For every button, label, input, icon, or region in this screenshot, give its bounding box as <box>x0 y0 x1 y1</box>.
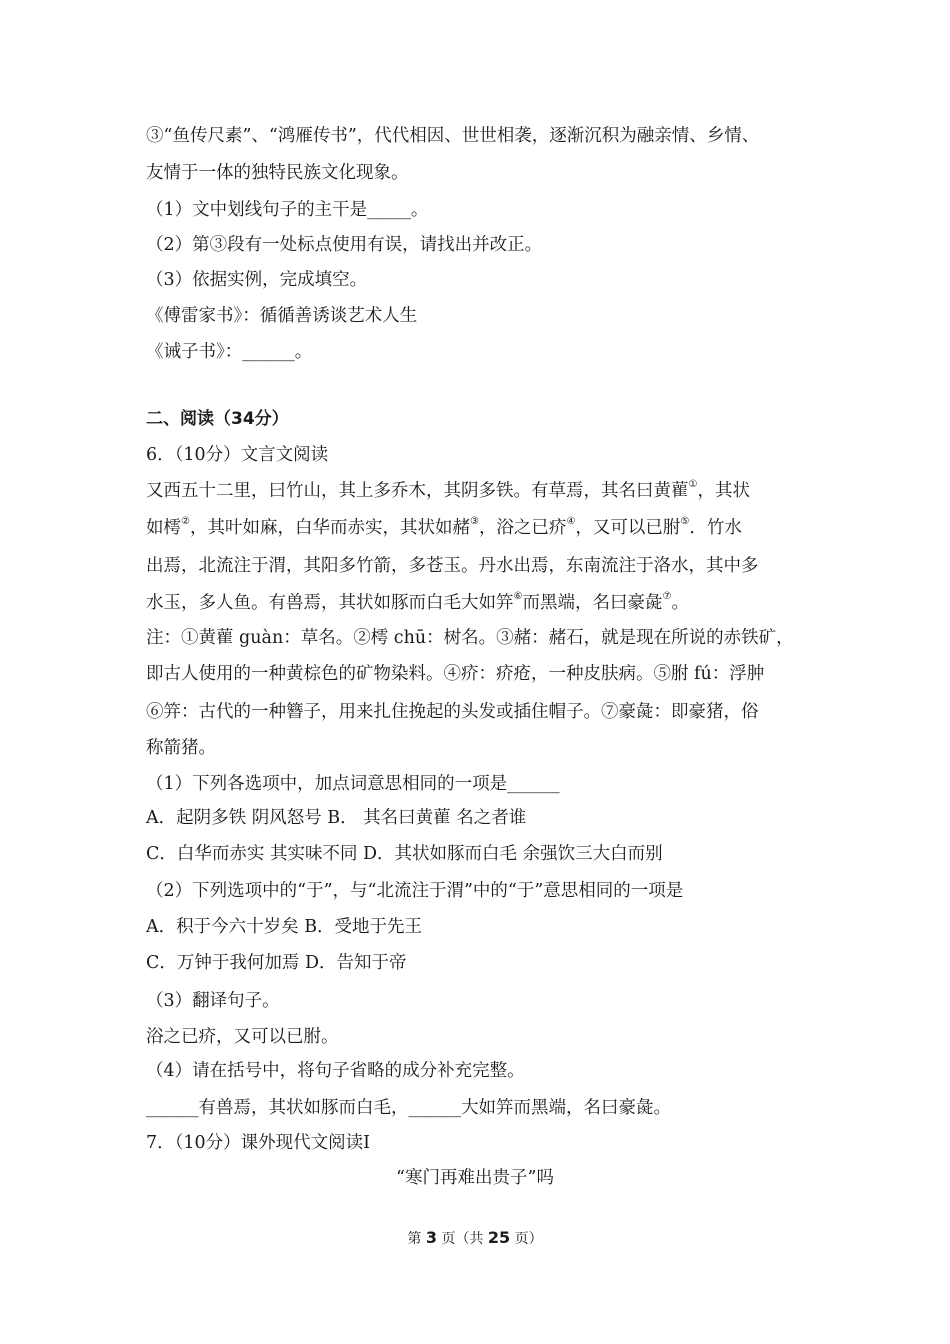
page-total: 25 <box>487 1228 511 1247</box>
question-6-3-text: 浴之已疥，又可以已胕。 <box>146 1027 339 1047</box>
question-6-1-options-cd: C．白华而赤实 其实味不同 D．其状如豚而白毛 余强饮三大白而别 <box>146 844 663 864</box>
notes-line-2: 即古人使用的一种黄棕色的矿物染料。④疥：疥疮，一种皮肤病。⑤胕 fú：浮肿 <box>146 664 765 684</box>
example-jiezishu: 《诫子书》：______。 <box>146 342 313 362</box>
question-6-2-options-ab: A．积于今六十岁矣 B．受地于先王 <box>146 917 423 937</box>
notes-line-1: 注：①黄雚 guàn：草名。②樗 chū：树名。③赭：赭石，就是现在所说的赤铁矿， <box>146 628 794 648</box>
question-6-2-options-cd: C．万钟于我何加焉 D．告知于帝 <box>146 953 407 973</box>
question-6-2: （2）下列选项中的“于”，与“北流注于渭”中的“于”意思相同的一项是 <box>146 881 684 901</box>
page-footer: 第 3 页（共 25 页） <box>407 1228 543 1247</box>
passage-line-2: 如樗②，其叶如麻，白华而赤实，其状如赭③，浴之已疥④，又可以已胕⑤．竹水 <box>146 516 742 538</box>
passage-line-1: 又西五十二里，曰竹山，其上多乔木，其阴多铁。有草焉，其名曰黄雚①，其状 <box>146 479 750 501</box>
notes-line-3: ⑥笄：古代的一种簪子，用来扎住挽起的头发或插住帽子。⑦豪彘：即豪猪，俗 <box>146 702 759 722</box>
question-6-4-text: ______有兽焉，其状如豚而白毛，______大如笄而黑端，名曰豪彘。 <box>146 1098 671 1118</box>
section-heading-reading: 二、阅读（34分） <box>146 409 289 429</box>
paragraph-3-line-2: 友情于一体的独特民族文化现象。 <box>146 163 409 183</box>
question-6-title: 6．（10分）文言文阅读 <box>146 445 329 465</box>
question-6-1-options-ab: A．起阴多铁 阴风怒号 B． 其名曰黄雚 名之者谁 <box>146 808 527 828</box>
question-6-1: （1）下列各选项中，加点词意思相同的一项是______ <box>146 774 560 794</box>
notes-line-4: 称箭猪。 <box>146 738 216 758</box>
question-7-title: 7．（10分）课外现代文阅读Ⅰ <box>146 1133 371 1153</box>
passage-line-4: 水玉，多人鱼。有兽焉，其状如豚而白毛大如笄⑥而黑端，名曰豪彘⑦。 <box>146 591 689 613</box>
question-6-4: （4）请在括号中，将句子省略的成分补充完整。 <box>146 1061 525 1081</box>
paragraph-3-line-1: ③“鱼传尺素”、“鸿雁传书”，代代相因、世世相袭，逐渐沉积为融亲情、乡情、 <box>146 126 760 146</box>
page-number: 3 <box>425 1228 437 1247</box>
article-title: “寒门再难出贵子”吗 <box>396 1168 554 1188</box>
question-5-1: （1）文中划线句子的主干是_____。 <box>146 200 429 220</box>
question-6-3: （3）翻译句子。 <box>146 991 280 1011</box>
question-5-3: （3）依据实例，完成填空。 <box>146 270 368 290</box>
passage-line-3: 出焉，北流注于渭，其阳多竹箭，多苍玉。丹水出焉，东南流注于洛水，其中多 <box>146 556 759 576</box>
question-5-2: （2）第③段有一处标点使用有误，请找出并改正。 <box>146 235 543 255</box>
example-fulei: 《傅雷家书》：循循善诱谈艺术人生 <box>146 306 418 326</box>
